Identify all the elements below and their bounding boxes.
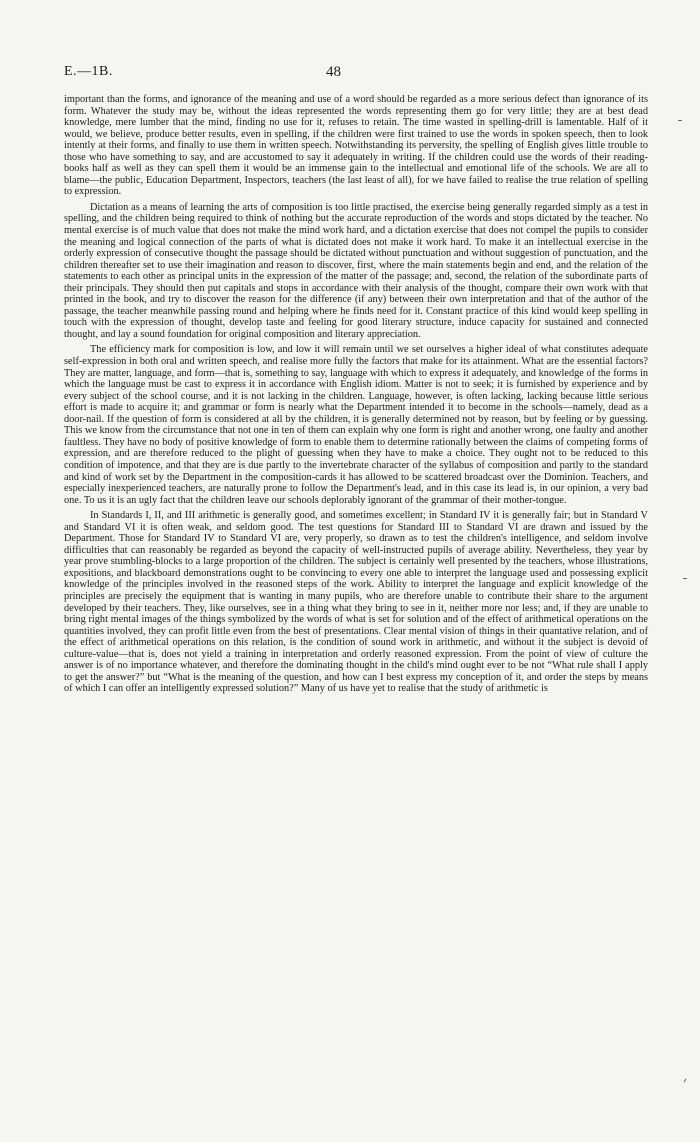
paragraph-dictation: Dictation as a means of learning the arts of composition is too little practised, the exercise being generally regarded simply as a test in spelling, and the children being required to think of nothing but the accurate reproduction of the words and stops dictated by the teacher. No mental exercise is of much value that does not make the mind work hard, and a dictation exercise that does not compel the pupils to consider the meaning and logical connection of the parts of what is dictated does not make it work hard. To make it an intellectual exercise in the orderly expression of consecutive thought the passage should be dictated without punctuation and without suggestion of punctuation, and the children thereafter set to use their imagination and reason to discover, first, where the main statements begin and end, and the relation of the statements to each other as principal units in the expression of the matter of the passage; and, second, the relation of the subordinate parts of their principals. They should then put capitals and stops in accordance with their analysis of the thought, compare their own work with that printed in the book, and try to discover the reason for the difference (if any) between their own interpretation and that of the author of the passage, the teacher meanwhile passing round and helping where he finds need for it. Constant practice of this kind would keep spelling in touch with the expression of thought, develop taste and feeling for good literary structure, induce capacity for sustained and connected thought, and lay a sound foundation for original composition and literary appreciation. [64,201,648,340]
paragraph-composition: The efficiency mark for composition is low, and low it will remain until we set ourselves a higher ideal of what constitutes adequate self-expression in both oral and written speech, and realise more fully the factors that make for its attainment. What are the essential factors? They are matter, language, and form—that is, something to say, language with which to express it adequately, and knowledge of the forms in which the language must be cast to express it in accordance with English idiom. Matter is not to seek; it is furnished by experience and by every subject of the school course, and it is not lacking in the children. Language, however, is often lacking, lacking because little serious effort is made to acquire it; and grammar or form is nearly what the Department intended it to become in the schools—namely, dead as a door-nail. If the question of form is considered at all by the children, it is generally determined not by reason, but by feeling or by guessing. This we know from the circumstance that not one in ten of them can explain why one form is right and another wrong, one faulty and another faultless. They have no body of positive knowledge of form to enable them to determine rationally between the claims of competing forms of expression, and are therefore reduced to the plight of guessing when they have to make a choice. They ought not to be reduced to this condition of impotence, and that they are is due partly to the invertebrate character of the syllabus of composition and partly to the standard and kind of work set by the Department in the composition-cards it has allowed to be scattered broadcast over the Dominion. Teachers, and especially inexperienced teachers, are naturally prone to follow the Department's lead, and in this case its lead is, in our opinion, a very bad one. To us it is an ugly fact that the children leave our schools deplorably ignorant of the grammar of their mother-tongue. [64,344,648,506]
margin-mark [684,1079,687,1083]
section-reference: E.—1B. [64,64,113,79]
page-header [64,64,648,82]
page-number: 48 [326,64,341,80]
paragraph-arithmetic: In Standards I, II, and III arithmetic is generally good, and sometimes excellent; in Standard IV it is generally fair; but in Standard V and Standard VI it is often weak, and seldom good. The test questions for Standard III to Standard VI are drawn and issued by the Department. Those for Standard IV to Standard VI are, very properly, so drawn as to test the children's intelligence, and seldom involve difficulties that can reasonably be regarded as beyond the capacity of well-instructed pupils of average ability. Nevertheless, they year by year prove stumbling-blocks to a large proportion of the children. The subject is certainly well presented by the teachers, whose illustrations, expositions, and blackboard demonstrations ought to be convincing to every one able to interpret the language used and possessing explicit knowledge of the principles involved in the reasoned steps of the work. Ability to interpret the language and explicit knowledge of the principles are precisely the equipment that is wanting in many pupils, who are therefore unable to contribute their share to the argument developed by their teachers. They, like ourselves, see in a thing what they bring to see in it, neither more nor less; and, if they are unable to bring right mental images of the things symbolized by the words of what is set for solution and of the effect of arithmetical operations on the quantities involved, they can profit little even from the best of presentations. Clear mental vision of things in their quantative relation, and of the effect of arithmetical operations on this relation, is the condition of sound work in arithmetic, and without it the subject is devoid of culture-value—that is, does not yield a training in interpretation and orderly reasoned expression. From the point of view of culture the answer is of no importance whatever, and therefore the dominating thought in the child's mind ought ever to be not “What rule shall I apply to get the answer?” but “What is the meaning of the question, and how can I best express my conception of it, and order the steps by means of which I can offer an intelligently expressed solution?” Many of us have yet to realise that the study of arithmetic is [64,510,648,695]
paragraph-spelling: important than the forms, and ignorance of the meaning and use of a word should be regarded as a more serious defect than ignorance of its form. Whatever the study may be, without the ideas represented the words representing them go for very little; they are at best dead knowledge, mere lumber that the mind, finding no use for it, refuses to retain. The time wasted in spelling-drill is lamentable. Half of it would, we believe, produce better results, even in spelling, if the children were first trained to use the words in spoken speech, then to look intently at their forms, and finally to use them in written speech. Notwithstanding its perversity, the spelling of English gives little trouble to those who have something to say, and are accustomed to say it adequately in writing. If the children could use the words of their reading-books half as well as they can spell them it would be an immense gain to the intellectual and emotional life of the schools. We are all to blame—the public, Education Department, Inspectors, teachers (the last least of all), for we have failed to realise the true relation of spelling to expression. [64,94,648,198]
body-text [64,94,648,699]
margin-mark [683,578,687,579]
margin-mark [678,120,682,121]
